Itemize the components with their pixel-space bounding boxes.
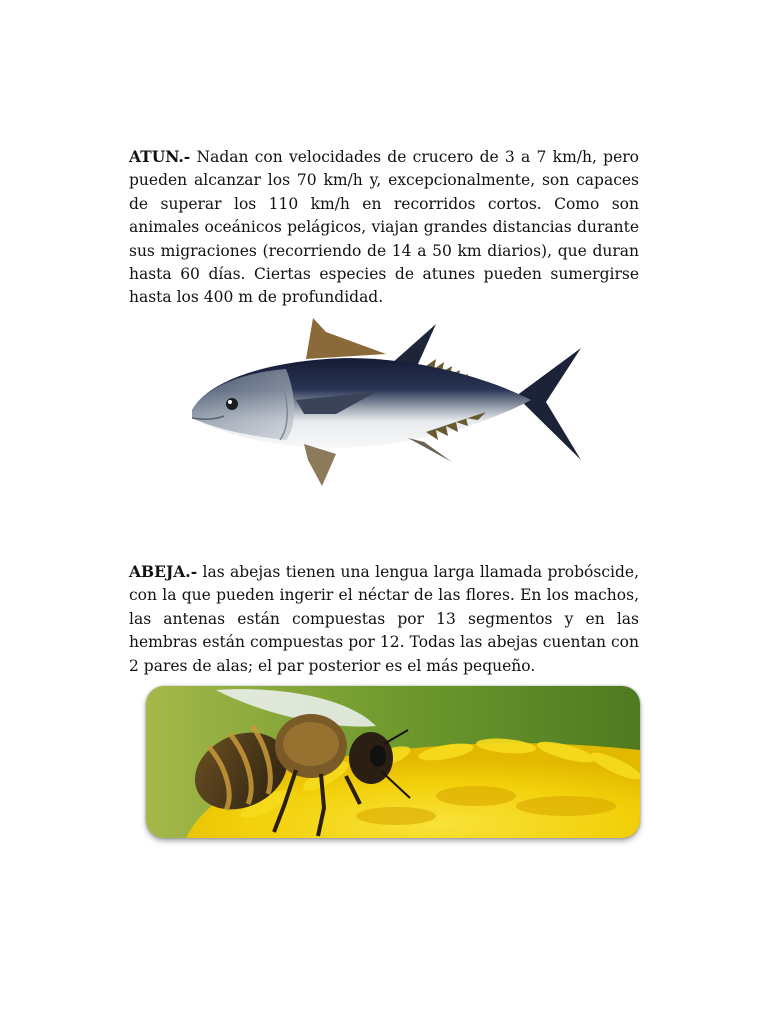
bee-photo: [146, 686, 640, 838]
bee-heading: ABEJA.-: [129, 562, 198, 581]
tuna-heading: ATUN.-: [129, 147, 191, 166]
bee-text: las abejas tienen una lengua larga llamada probóscide, con la que pueden ingerir el néctar de las flores. En los machos, las antenas están compuestas por 13 segmentos y en las hembras están compuestas por 12. Todas las abejas cuentan con 2 pares de alas; el par posterior es el más pequeño.: [129, 563, 639, 675]
tuna-text: Nadan con velocidades de crucero de 3 a 7 km/h, pero pueden alcanzar los 70 km/h y, excepcionalmente, son capaces de superar los 110 km/h en recorridos cortos. Como son animales oceánicos pelágicos, viajan grandes distancias durante sus migraciones (recorriendo de 14 a 50 km diarios), que duran hasta 60 días. Ciertas especies de atunes pueden sumergirse hasta los 400 m de profundidad.: [129, 148, 639, 307]
tuna-illustration: [186, 314, 586, 494]
tuna-paragraph: [129, 145, 639, 310]
bee-paragraph: [129, 560, 639, 678]
